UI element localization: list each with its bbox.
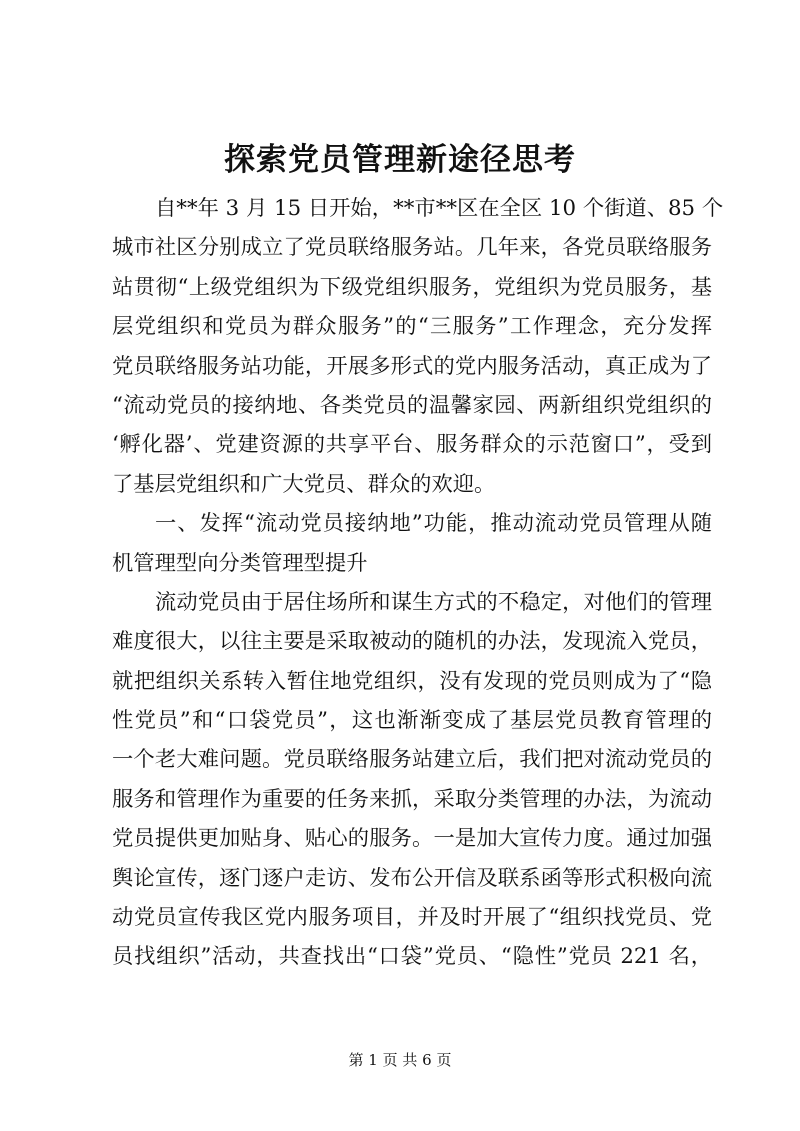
paragraph-line: 党员联络服务站功能，开展多形式的党内服务活动，真正成为了: [112, 353, 712, 379]
paragraph-line: ‘孵化器’、党建资源的共享平台、服务群众的示范窗口”，受到: [112, 432, 712, 458]
paragraph-line: 党员提供更加贴身、贴心的服务。一是加大宣传力度。通过加强: [112, 826, 712, 852]
document-title: 探索党员管理新途径思考: [224, 142, 576, 178]
paragraph-line: 了基层党组织和广大党员、群众的欢迎。: [112, 471, 496, 497]
paragraph-line: “流动党员的接纳地、各类党员的温馨家园、两新组织党组织的: [112, 392, 712, 418]
paragraph-line: 服务和管理作为重要的任务来抓，采取分类管理的办法，为流动: [112, 786, 712, 812]
paragraph-line: 就把组织关系转入暂住地党组织，没有发现的党员则成为了“隐: [112, 668, 712, 694]
paragraph-line: 难度很大，以往主要是采取被动的随机的办法，发现流入党员，: [112, 629, 712, 655]
paragraph-line: 舆论宣传，逐门逐户走访、发布公开信及联系函等形式积极向流: [112, 865, 712, 891]
page-number-footer: 第 1 页 共 6 页: [348, 1051, 452, 1069]
paragraph-line: 自**年 3 月 15 日开始，**市**区在全区 10 个街道、85 个: [155, 196, 724, 221]
paragraph-line: 一个老大难问题。党员联络服务站建立后，我们把对流动党员的: [112, 747, 712, 773]
paragraph-line: 流动党员由于居住场所和谋生方式的不稳定，对他们的管理: [155, 589, 712, 615]
paragraph-line: 层党组织和党员为群众服务”的“三服务”工作理念，充分发挥: [112, 314, 712, 340]
document-body: [112, 189, 724, 977]
paragraph-line: 性党员”和“口袋党员”，这也渐渐变成了基层党员教育管理的: [112, 708, 712, 734]
paragraph-line: 站贯彻“上级党组织为下级党组织服务，党组织为党员服务，基: [112, 274, 712, 300]
section-heading-line: 机管理型向分类管理型提升: [112, 550, 368, 576]
paragraph-line: 动党员宣传我区党内服务项目，并及时开展了“组织找党员、党: [112, 905, 712, 931]
section-heading-line: 一、发挥“流动党员接纳地”功能，推动流动党员管理从随: [155, 511, 712, 537]
paragraph-line: 城市社区分别成立了党员联络服务站。几年来，各党员联络服务: [112, 235, 712, 261]
paragraph-line: 员找组织”活动，共查找出“口袋”党员、“隐性”党员 221 名，: [112, 944, 712, 970]
